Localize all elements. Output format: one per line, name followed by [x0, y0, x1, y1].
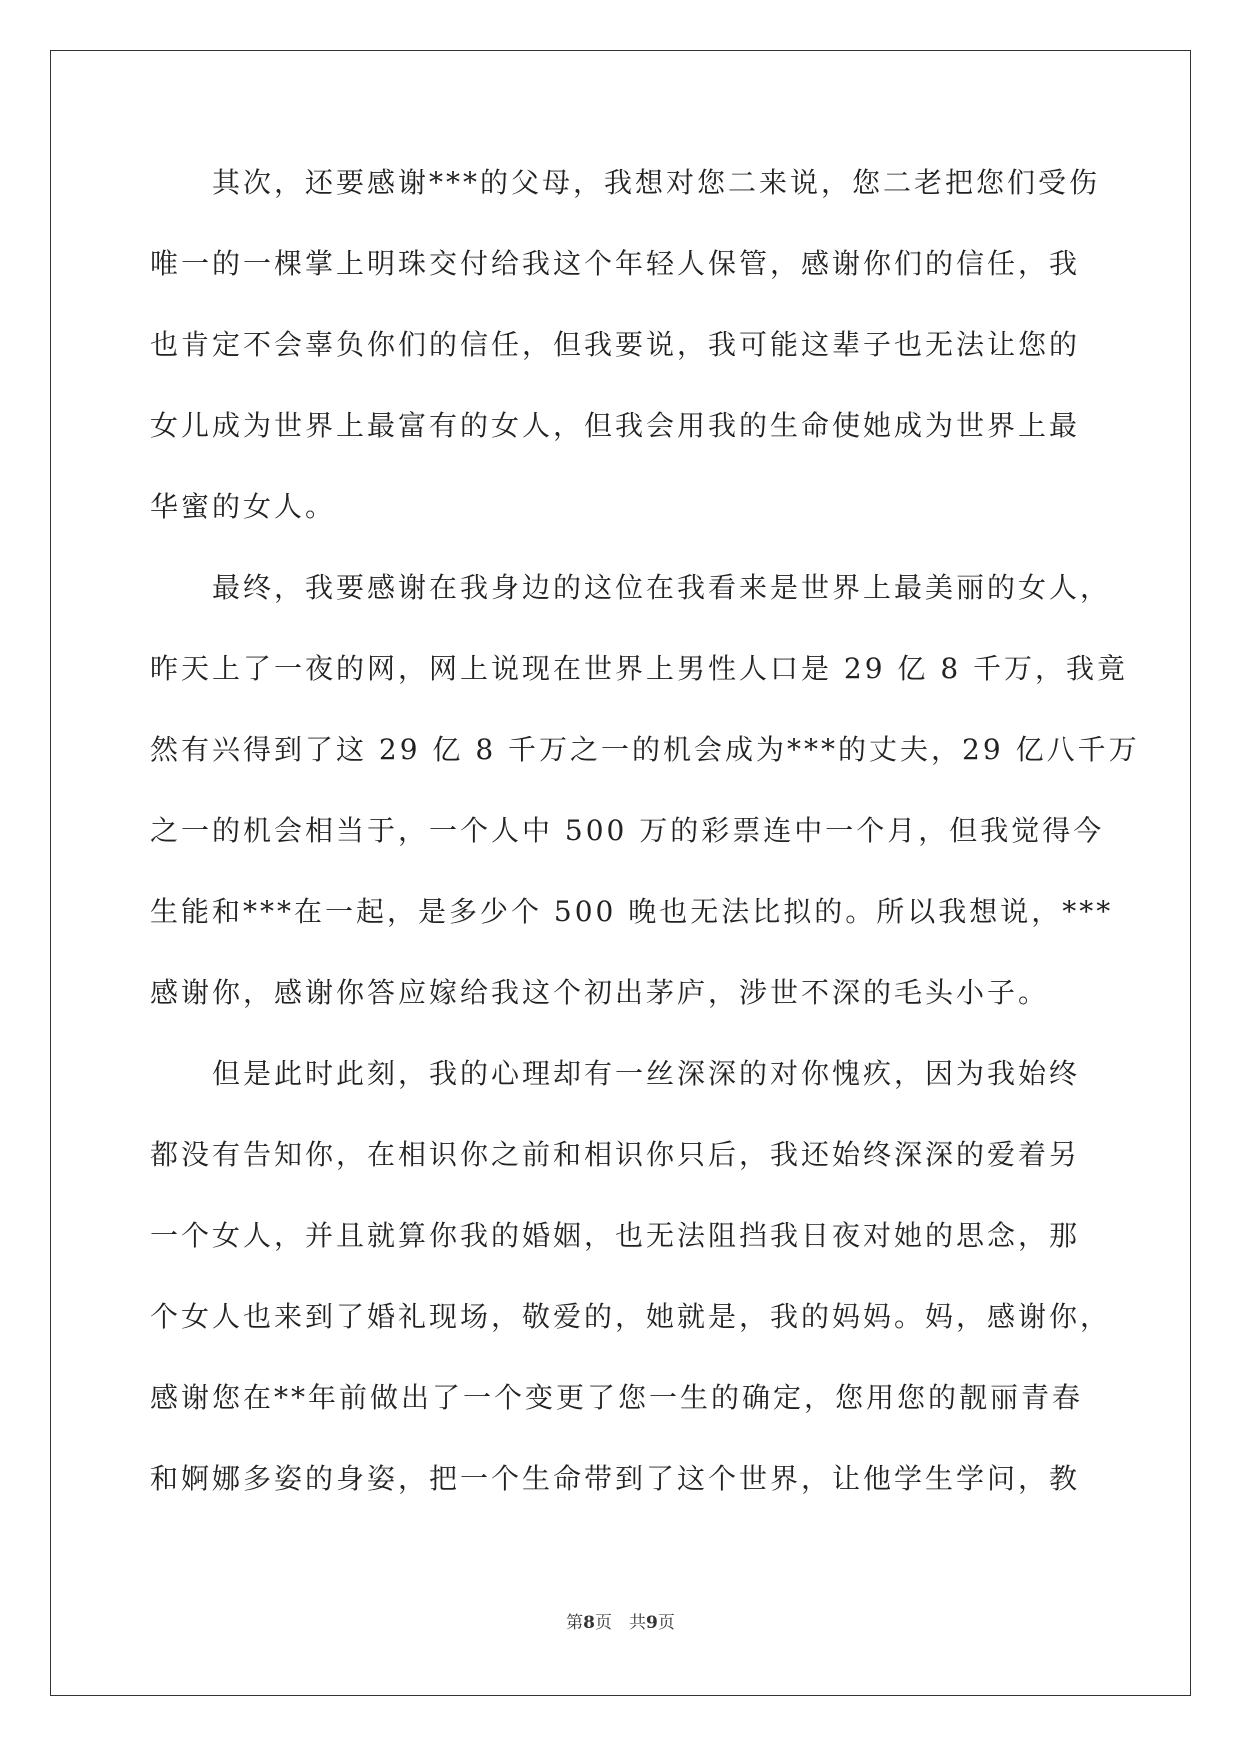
text-line: 但是此时此刻，我的心理却有一丝深深的对你愧疚，因为我始终: [212, 1057, 1081, 1090]
text-line: 也肯定不会辜负你们的信任，但我要说，我可能这辈子也无法让您的: [150, 328, 1081, 361]
text-line: 一个女人，并且就算你我的婚姻，也无法阻挡我日夜对她的思念，那: [150, 1219, 1081, 1252]
text-line: 最终，我要感谢在我身边的这位在我看来是世界上最美丽的女人，: [212, 571, 1112, 604]
text-line: 生能和***在一起，是多少个 500 晚也无法比拟的。所以我想说，***: [150, 895, 1114, 928]
page-suffix: 页: [657, 1613, 675, 1633]
text-line: 唯一的一棵掌上明珠交付给我这个年轻人保管，感谢你们的信任，我: [150, 247, 1081, 280]
text-line: 感谢你，感谢你答应嫁给我这个初出茅庐，涉世不深的毛头小子。: [150, 976, 1050, 1009]
document-body: [150, 153, 1140, 1530]
page-number-footer: [0, 1608, 1241, 1633]
text-line: 个女人也来到了婚礼现场，敬爱的，她就是，我的妈妈。妈，感谢你，: [150, 1300, 1112, 1333]
text-line: 都没有告知你，在相识你之前和相识你只后，我还始终深深的爱着另: [150, 1138, 1081, 1171]
paragraph-1: [150, 153, 1101, 558]
page-mid: 页 共: [595, 1613, 646, 1633]
text-line: 其次，还要感谢***的父母，我想对您二来说，您二老把您们受伤: [212, 166, 1101, 199]
text-line: 女儿成为世界上最富有的女人，但我会用我的生命使她成为世界上最: [150, 409, 1081, 442]
text-line: 之一的机会相当于，一个人中 500 万的彩票连中一个月，但我觉得今: [150, 814, 1105, 847]
text-line: 和婀娜多姿的身姿，把一个生命带到了这个世界，让他学生学问，教: [150, 1462, 1081, 1495]
paragraph-2: [150, 558, 1140, 1044]
total-page-number: 9: [646, 1613, 658, 1633]
page-prefix: 第: [566, 1613, 584, 1633]
text-line: 华蜜的女人。: [150, 490, 337, 523]
text-line: 感谢您在**年前做出了一个变更了您一生的确定，您用您的靓丽青春: [150, 1381, 1084, 1414]
text-line: 昨天上了一夜的网，网上说现在世界上男性人口是 29 亿 8 千万，我竟: [150, 652, 1129, 685]
paragraph-3: [150, 1044, 1112, 1530]
current-page-number: 8: [583, 1613, 595, 1633]
text-line: 然有兴得到了这 29 亿 8 千万之一的机会成为***的丈夫，29 亿八千万: [150, 733, 1140, 766]
